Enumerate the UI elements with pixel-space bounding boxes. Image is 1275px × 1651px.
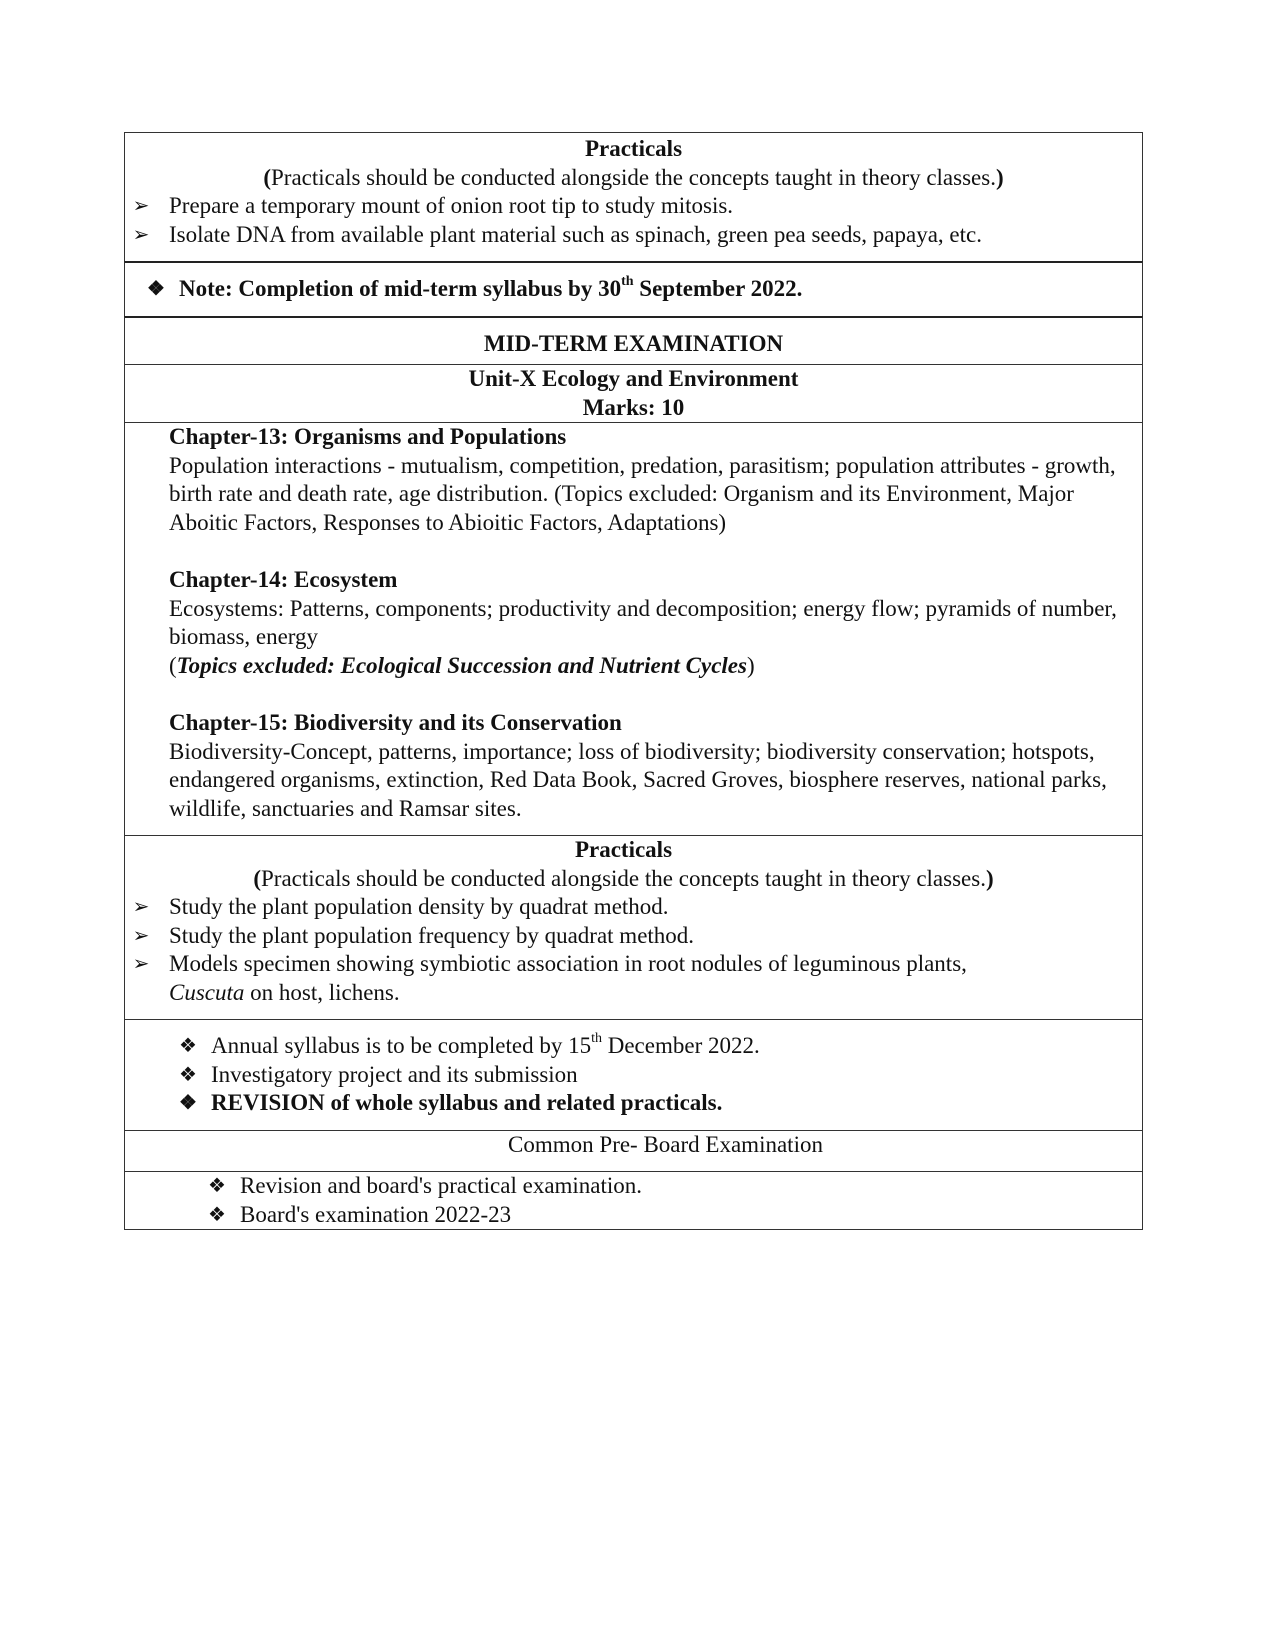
list-item: ❖ Board's examination 2022-23 [208, 1201, 1142, 1230]
chapter-14-excluded: (Topics excluded: Ecological Succession and Nutrient Cycles) [169, 652, 755, 678]
diamond-bullet-icon: ❖ [179, 1063, 197, 1086]
practicals-note: (Practicals should be conducted alongside the concepts taught in theory classes.) [263, 164, 1004, 190]
midterm-heading: MID-TERM EXAMINATION [124, 316, 1143, 365]
diamond-bullet-icon: ❖ [179, 1092, 197, 1114]
annual-section [124, 1019, 1143, 1130]
list-item: ➢ Study the plant population frequency by quadrat method. [125, 922, 1122, 951]
chapters-section [124, 422, 1143, 835]
list-item: ➢ Study the plant population density by quadrat method. [125, 893, 1122, 922]
unit-marks: Marks: 10 [582, 394, 685, 420]
arrow-bullet-icon: ➢ [132, 896, 150, 918]
list-item: ❖ Investigatory project and its submission [179, 1061, 1142, 1090]
chapter-15-body: Biodiversity-Concept, patterns, importance; loss of biodiversity; biodiversity conservation; hotspots, endangered organisms, extinction, Red Data Book, Sacred Groves, biosphere reserves, national parks, wildlife, sanctuaries and Ramsar sites. [169, 738, 1107, 821]
practicals-section-2 [124, 835, 1143, 1019]
diamond-bullet-icon: ❖ [208, 1203, 226, 1226]
note-section [124, 261, 1143, 316]
arrow-bullet-icon: ➢ [132, 223, 150, 246]
list-item: ❖ Annual syllabus is to be completed by 15th December 2022. [179, 1032, 1142, 1061]
practicals-heading: Practicals [574, 837, 673, 862]
arrow-bullet-icon: ➢ [132, 195, 150, 217]
chapter-14-title: Chapter-14: Ecosystem [169, 567, 398, 592]
unit-heading [124, 364, 1143, 422]
list-item: ❖ Revision and board's practical examination. [208, 1172, 1142, 1201]
list-item: ❖ REVISION of whole syllabus and related practicals. [179, 1089, 1142, 1118]
diamond-bullet-icon: ❖ [179, 1035, 197, 1057]
practicals-section-1 [124, 132, 1143, 261]
arrow-bullet-icon: ➢ [132, 924, 150, 947]
list-item: ➢ Models specimen showing symbiotic association in root nodules of leguminous plants, Cuscuta on host, lichens. [132, 951, 967, 1005]
practicals-heading: Practicals [584, 136, 683, 161]
chapter-13-body: Population interactions - mutualism, competition, predation, parasitism; population attributes - growth, birth rate and death rate, age distribution. (Topics excluded: Organism and its Environment, Major Aboitic Factors, Responses to Abioitic Factors, Adaptations) [169, 452, 1116, 535]
arrow-bullet-icon: ➢ [132, 953, 150, 975]
preboard-heading: Common Pre- Board Examination [124, 1130, 1143, 1172]
unit-title: Unit-X Ecology and Environment [468, 366, 799, 391]
final-section [124, 1171, 1143, 1230]
diamond-bullet-icon: ❖ [208, 1175, 226, 1197]
chapter-13-title: Chapter-13: Organisms and Populations [169, 424, 567, 449]
list-item: ➢ Isolate DNA from available plant material such as spinach, green pea seeds, papaya, etc. [125, 221, 1142, 250]
chapter-15-title: Chapter-15: Biodiversity and its Conservation [169, 710, 622, 735]
practicals-note: (Practicals should be conducted alongside the concepts taught in theory classes.) [253, 865, 994, 891]
syllabus-table [124, 132, 1143, 1230]
list-item: ➢ Prepare a temporary mount of onion root tip to study mitosis. [125, 192, 1142, 221]
chapter-14-body: Ecosystems: Patterns, components; productivity and decomposition; energy flow; pyramids of number, biomass, energy [169, 595, 1117, 649]
diamond-bullet-icon: ❖ [147, 278, 165, 300]
note-text: ❖ Note: Completion of mid-term syllabus by 30th September 2022. [147, 275, 1142, 304]
